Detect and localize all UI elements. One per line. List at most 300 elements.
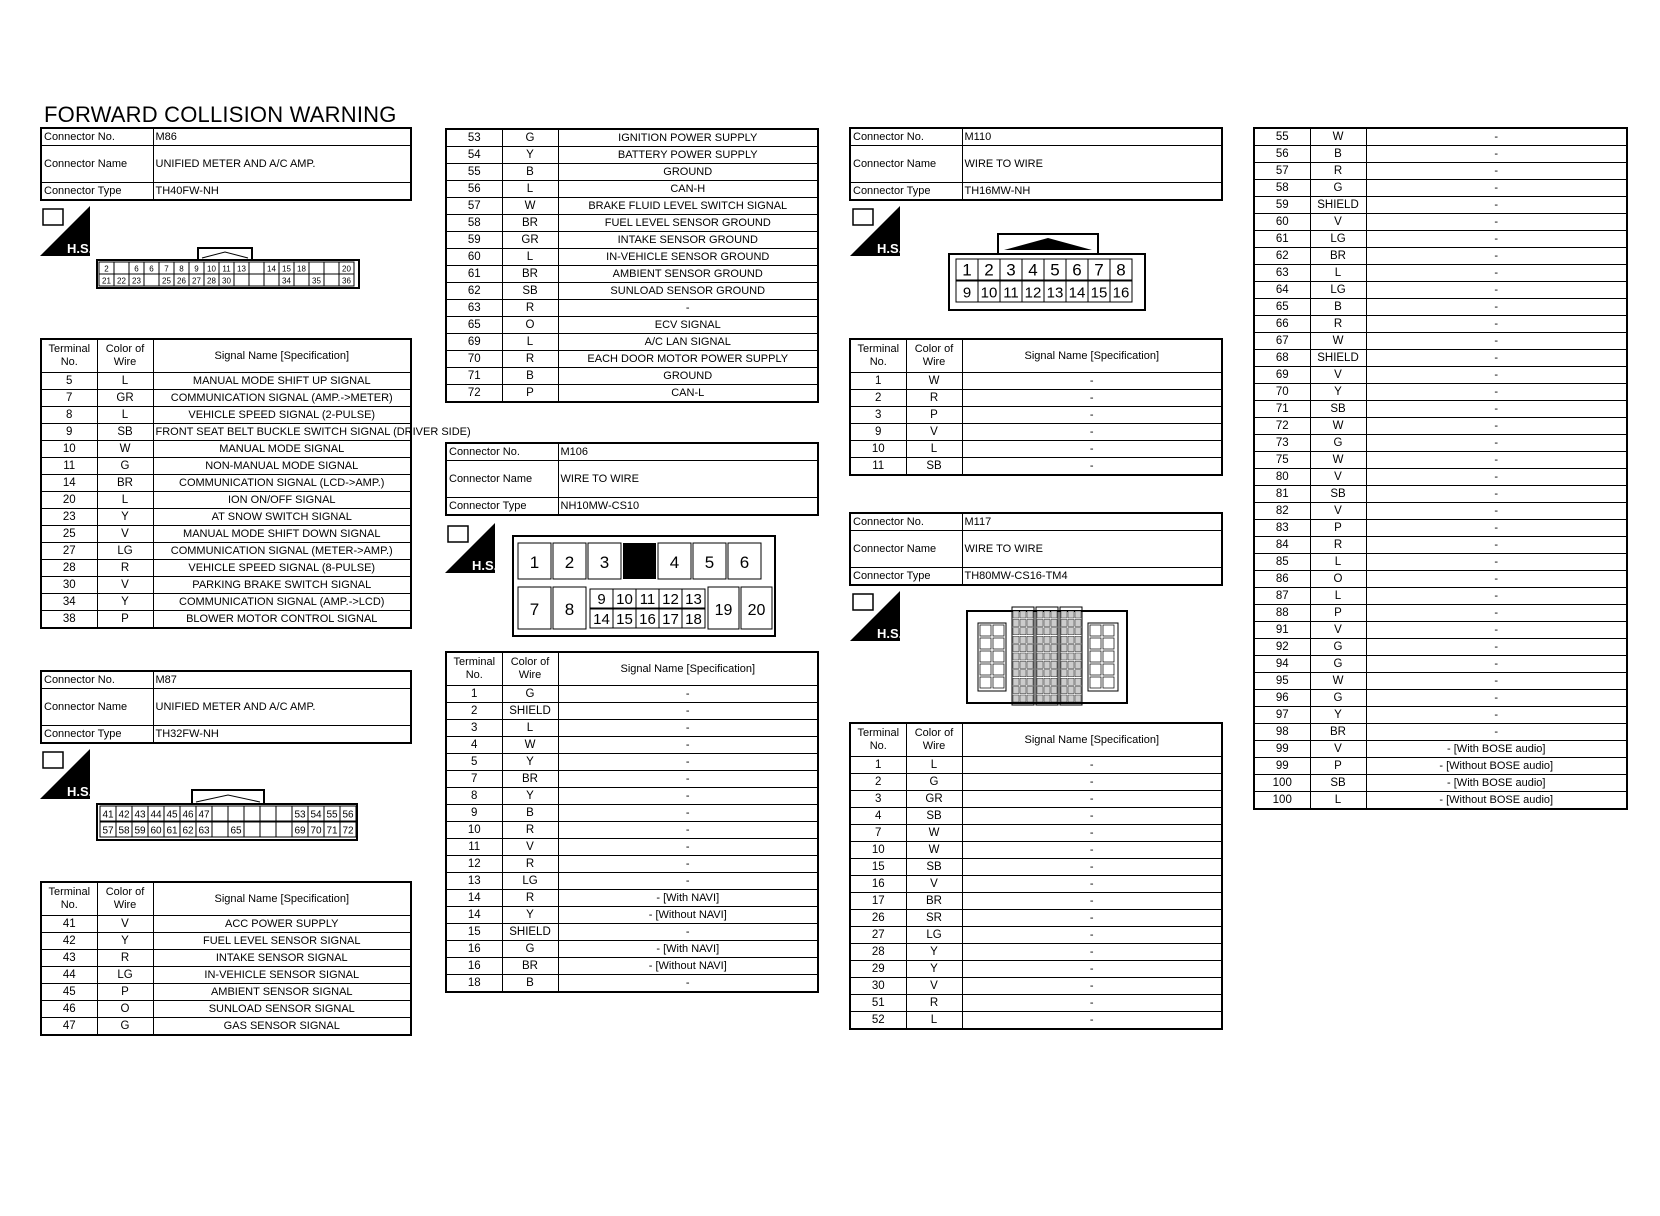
pin-cavity bbox=[1013, 678, 1019, 685]
wire-color: B bbox=[502, 164, 558, 181]
terminal: 26 bbox=[850, 910, 906, 927]
pin-cavity bbox=[1044, 687, 1050, 694]
signal-name: - bbox=[962, 373, 1222, 390]
terminal: 96 bbox=[1254, 690, 1310, 707]
table-row bbox=[446, 385, 818, 403]
table-row bbox=[446, 317, 818, 334]
pin-number: 15 bbox=[1090, 284, 1108, 302]
wire-color: L bbox=[1310, 554, 1366, 571]
wire-color: G bbox=[97, 458, 153, 475]
pin-cavity bbox=[1020, 611, 1026, 618]
terminal: 18 bbox=[446, 975, 502, 993]
header-signal-name: Signal Name [Specification] bbox=[153, 882, 411, 916]
signal-name: CAN-L bbox=[558, 385, 818, 403]
wire-color: LG bbox=[906, 927, 962, 944]
terminal: 1 bbox=[850, 757, 906, 774]
wire-color: V bbox=[1310, 214, 1366, 231]
wire-color: Y bbox=[502, 147, 558, 164]
terminal: 88 bbox=[1254, 605, 1310, 622]
signal-name: - bbox=[1366, 316, 1627, 333]
pin-number: 23 bbox=[132, 276, 141, 286]
pin-number: 55 bbox=[326, 809, 338, 821]
table-row bbox=[446, 907, 818, 924]
m117-connector-diagram bbox=[966, 605, 1128, 709]
table-row bbox=[1254, 775, 1627, 792]
table-row bbox=[1254, 248, 1627, 265]
m87-info bbox=[40, 670, 412, 744]
signal-name: - bbox=[1366, 469, 1627, 486]
signal-name: - bbox=[1366, 214, 1627, 231]
terminal: 13 bbox=[446, 873, 502, 890]
terminal: 2 bbox=[850, 774, 906, 791]
pin-cavity bbox=[993, 677, 1004, 688]
terminal: 99 bbox=[1254, 741, 1310, 758]
wire-color: P bbox=[906, 407, 962, 424]
m117-info bbox=[849, 512, 1223, 586]
signal-name: GAS SENSOR SIGNAL bbox=[153, 1018, 411, 1036]
svg-text:H.S.: H.S. bbox=[67, 241, 93, 256]
terminal: 11 bbox=[446, 839, 502, 856]
pin-cavity bbox=[1103, 638, 1114, 649]
signal-name: - bbox=[1366, 639, 1627, 656]
terminal: 47 bbox=[41, 1018, 97, 1036]
wire-color: P bbox=[97, 611, 153, 629]
signal-name: - [With NAVI] bbox=[558, 941, 818, 958]
wire-color: LG bbox=[1310, 282, 1366, 299]
signal-name: - bbox=[558, 686, 818, 703]
table-row bbox=[446, 822, 818, 839]
wire-color: Y bbox=[502, 754, 558, 771]
pin-number: 28 bbox=[207, 276, 216, 286]
pin-cavity bbox=[1037, 653, 1043, 660]
wire-color: V bbox=[1310, 503, 1366, 520]
m110-connector-type: TH16MW-NH bbox=[962, 183, 1222, 201]
signal-name: - bbox=[1366, 724, 1627, 741]
m117-pin-table bbox=[849, 722, 1223, 1030]
terminal: 10 bbox=[41, 441, 97, 458]
table-row bbox=[850, 876, 1222, 893]
table-row bbox=[446, 249, 818, 266]
pin-cavity bbox=[1051, 645, 1057, 652]
table-row bbox=[446, 856, 818, 873]
table-row bbox=[1254, 639, 1627, 656]
terminal: 5 bbox=[446, 754, 502, 771]
wire-color: L bbox=[906, 441, 962, 458]
wire-color: R bbox=[502, 856, 558, 873]
signal-name: - bbox=[962, 927, 1222, 944]
terminal: 69 bbox=[446, 334, 502, 351]
pin-number: 20 bbox=[747, 602, 766, 619]
signal-name: - bbox=[1366, 299, 1627, 316]
signal-name: - bbox=[962, 808, 1222, 825]
wire-color: P bbox=[1310, 520, 1366, 537]
wire-color: R bbox=[1310, 163, 1366, 180]
pin-number: 16 bbox=[639, 610, 656, 628]
table-row bbox=[850, 1012, 1222, 1030]
signal-name: VEHICLE SPEED SIGNAL (2-PULSE) bbox=[153, 407, 411, 424]
wire-color: BR bbox=[97, 475, 153, 492]
terminal: 12 bbox=[446, 856, 502, 873]
signal-name: - bbox=[1366, 180, 1627, 197]
wire-color: SHIELD bbox=[1310, 197, 1366, 214]
pin-cavity bbox=[1068, 645, 1074, 652]
label-connector-no: Connector No. bbox=[850, 128, 962, 146]
wire-color: SB bbox=[1310, 486, 1366, 503]
label-connector-name: Connector Name bbox=[446, 461, 558, 498]
pin-number: 8 bbox=[1116, 260, 1126, 280]
table-row bbox=[1254, 163, 1627, 180]
wire-color: B bbox=[1310, 299, 1366, 316]
wire-color: L bbox=[1310, 588, 1366, 605]
table-row bbox=[41, 458, 411, 475]
pin-number: 46 bbox=[182, 809, 194, 821]
pin-number: 25 bbox=[162, 276, 171, 286]
table-row bbox=[1254, 367, 1627, 384]
pin-cavity bbox=[1020, 687, 1026, 694]
table-row bbox=[850, 825, 1222, 842]
table-row bbox=[446, 215, 818, 232]
table-row bbox=[1254, 656, 1627, 673]
m117-connector-name: WIRE TO WIRE bbox=[962, 531, 1222, 568]
wire-color: BR bbox=[502, 958, 558, 975]
signal-name: - bbox=[558, 873, 818, 890]
pin-number: 2 bbox=[104, 264, 109, 274]
terminal: 86 bbox=[1254, 571, 1310, 588]
table-header bbox=[850, 339, 1222, 373]
wire-color: BR bbox=[502, 215, 558, 232]
m117-cont-pin-table bbox=[1253, 127, 1628, 810]
pin-cavity bbox=[294, 274, 309, 286]
pin-number: 42 bbox=[118, 809, 130, 821]
terminal: 9 bbox=[850, 424, 906, 441]
wire-color: SHIELD bbox=[1310, 350, 1366, 367]
pin-cavity bbox=[1075, 678, 1081, 685]
table-row bbox=[1254, 214, 1627, 231]
signal-name: - bbox=[1366, 690, 1627, 707]
m117-connector-type: TH80MW-CS16-TM4 bbox=[962, 568, 1222, 586]
label-connector-type: Connector Type bbox=[41, 726, 153, 744]
wire-color: L bbox=[502, 720, 558, 737]
terminal: 83 bbox=[1254, 520, 1310, 537]
signal-name: - bbox=[1366, 605, 1627, 622]
terminal: 44 bbox=[41, 967, 97, 984]
wire-color: L bbox=[906, 757, 962, 774]
pin-cavity bbox=[1075, 619, 1081, 626]
table-row bbox=[1254, 299, 1627, 316]
table-row bbox=[850, 910, 1222, 927]
header-terminal-no: Terminal No. bbox=[850, 723, 906, 757]
label-connector-type: Connector Type bbox=[850, 568, 962, 586]
terminal: 3 bbox=[850, 407, 906, 424]
pin-number: 6 bbox=[739, 553, 750, 572]
pin-cavity bbox=[980, 638, 991, 649]
table-row bbox=[1254, 588, 1627, 605]
pin-number: 35 bbox=[312, 276, 321, 286]
wire-color: V bbox=[906, 978, 962, 995]
pin-cavity bbox=[1013, 661, 1019, 668]
wire-color: R bbox=[502, 300, 558, 317]
terminal: 10 bbox=[446, 822, 502, 839]
wire-color: SR bbox=[906, 910, 962, 927]
pin-cavity bbox=[1075, 661, 1081, 668]
table-row bbox=[446, 958, 818, 975]
wire-color: BR bbox=[502, 771, 558, 788]
pin-cavity bbox=[1051, 653, 1057, 660]
pin-number: 41 bbox=[102, 809, 114, 821]
pin-cavity bbox=[1037, 611, 1043, 618]
pin-cavity bbox=[1020, 636, 1026, 643]
signal-name: FUEL LEVEL SENSOR SIGNAL bbox=[153, 933, 411, 950]
table-row bbox=[850, 458, 1222, 476]
signal-name: EACH DOOR MOTOR POWER SUPPLY bbox=[558, 351, 818, 368]
pin-cavity bbox=[1027, 619, 1033, 626]
table-row bbox=[850, 842, 1222, 859]
signal-name: - bbox=[962, 842, 1222, 859]
signal-name: NON-MANUAL MODE SIGNAL bbox=[153, 458, 411, 475]
wire-color: SB bbox=[906, 859, 962, 876]
svg-text:H.S.: H.S. bbox=[877, 626, 903, 641]
pin-cavity bbox=[1068, 619, 1074, 626]
terminal: 2 bbox=[446, 703, 502, 720]
table-row bbox=[1254, 401, 1627, 418]
signal-name: - bbox=[1366, 128, 1627, 146]
pin-cavity bbox=[1061, 661, 1067, 668]
signal-name: IN-VEHICLE SENSOR SIGNAL bbox=[153, 967, 411, 984]
header-color-of-wire: Color of Wire bbox=[502, 652, 558, 686]
m87-connector-diagram bbox=[96, 786, 380, 842]
table-row bbox=[446, 334, 818, 351]
latch-arrow bbox=[202, 252, 248, 258]
signal-name: - [Without NAVI] bbox=[558, 958, 818, 975]
wire-color: W bbox=[502, 737, 558, 754]
pin-cavity bbox=[993, 625, 1004, 636]
m110-connector-no: M110 bbox=[962, 128, 1222, 146]
wire-color: W bbox=[1310, 128, 1366, 146]
wire-color: W bbox=[906, 825, 962, 842]
wire-color: O bbox=[502, 317, 558, 334]
table-row bbox=[446, 686, 818, 703]
pin-cavity bbox=[1013, 695, 1019, 702]
pin-cavity bbox=[1075, 628, 1081, 635]
signal-name: - bbox=[1366, 282, 1627, 299]
pin-cavity bbox=[1020, 670, 1026, 677]
header-color-of-wire: Color of Wire bbox=[97, 882, 153, 916]
terminal: 56 bbox=[446, 181, 502, 198]
terminal: 69 bbox=[1254, 367, 1310, 384]
table-row bbox=[41, 492, 411, 509]
pin-cavity bbox=[1044, 628, 1050, 635]
pin-cavity bbox=[1103, 625, 1114, 636]
pin-cavity bbox=[1037, 661, 1043, 668]
page-title: FORWARD COLLISION WARNING bbox=[44, 102, 397, 127]
wire-color: SB bbox=[1310, 401, 1366, 418]
pin-cavity bbox=[1075, 611, 1081, 618]
signal-name: - bbox=[962, 424, 1222, 441]
pin-number: 14 bbox=[1068, 284, 1086, 302]
label-connector-no: Connector No. bbox=[850, 513, 962, 531]
pin-cavity bbox=[260, 806, 276, 821]
table-row bbox=[446, 720, 818, 737]
wire-color: G bbox=[906, 774, 962, 791]
wire-color: P bbox=[1310, 605, 1366, 622]
pin-cavity bbox=[1090, 638, 1101, 649]
terminal: 42 bbox=[41, 933, 97, 950]
terminal: 1 bbox=[850, 373, 906, 390]
pin-cavity bbox=[260, 822, 276, 837]
table-row bbox=[1254, 537, 1627, 554]
terminal: 58 bbox=[1254, 180, 1310, 197]
table-row bbox=[41, 594, 411, 611]
signal-name: - [Without NAVI] bbox=[558, 907, 818, 924]
pin-cavity bbox=[1075, 670, 1081, 677]
wire-color: BR bbox=[1310, 724, 1366, 741]
signal-name: - bbox=[1366, 163, 1627, 180]
signal-name: A/C LAN SIGNAL bbox=[558, 334, 818, 351]
wire-color: SB bbox=[97, 424, 153, 441]
table-row bbox=[446, 266, 818, 283]
m110-connector-name: WIRE TO WIRE bbox=[962, 146, 1222, 183]
pin-number: 44 bbox=[150, 809, 162, 821]
signal-name: - bbox=[962, 944, 1222, 961]
terminal: 55 bbox=[446, 164, 502, 181]
terminal: 85 bbox=[1254, 554, 1310, 571]
m86-pin-table bbox=[40, 338, 471, 629]
signal-name: - bbox=[962, 825, 1222, 842]
pin-cavity bbox=[249, 262, 264, 274]
wire-color: V bbox=[1310, 741, 1366, 758]
wire-color: R bbox=[502, 351, 558, 368]
wire-color: Y bbox=[97, 933, 153, 950]
header-signal-name: Signal Name [Specification] bbox=[962, 339, 1222, 373]
table-row bbox=[1254, 724, 1627, 741]
terminal: 57 bbox=[1254, 163, 1310, 180]
signal-name: - bbox=[1366, 707, 1627, 724]
signal-name: - bbox=[1366, 435, 1627, 452]
terminal: 61 bbox=[1254, 231, 1310, 248]
pin-cavity bbox=[1037, 687, 1043, 694]
terminal: 70 bbox=[1254, 384, 1310, 401]
pin-cavity bbox=[1037, 619, 1043, 626]
table-row bbox=[41, 390, 411, 407]
m87-connector-name: UNIFIED METER AND A/C AMP. bbox=[153, 689, 411, 726]
terminal: 100 bbox=[1254, 775, 1310, 792]
terminal: 54 bbox=[446, 147, 502, 164]
table-row bbox=[446, 754, 818, 771]
terminal: 30 bbox=[850, 978, 906, 995]
table-row bbox=[1254, 486, 1627, 503]
wire-color: Y bbox=[502, 788, 558, 805]
header-color-of-wire: Color of Wire bbox=[97, 339, 153, 373]
table-row bbox=[1254, 435, 1627, 452]
pin-cavity bbox=[1068, 661, 1074, 668]
signal-name: FUEL LEVEL SENSOR GROUND bbox=[558, 215, 818, 232]
pin-number: 3 bbox=[599, 553, 610, 572]
pin-number: 9 bbox=[962, 284, 972, 302]
pin-number: 61 bbox=[166, 825, 178, 837]
signal-name: VEHICLE SPEED SIGNAL (8-PULSE) bbox=[153, 560, 411, 577]
header-signal-name: Signal Name [Specification] bbox=[558, 652, 818, 686]
wire-color: W bbox=[1310, 333, 1366, 350]
signal-name: - bbox=[1366, 503, 1627, 520]
signal-name: - bbox=[558, 300, 818, 317]
wire-color: V bbox=[502, 839, 558, 856]
pin-cavity bbox=[1037, 628, 1043, 635]
pin-number: 14 bbox=[267, 264, 276, 274]
terminal: 99 bbox=[1254, 758, 1310, 775]
terminal: 94 bbox=[1254, 656, 1310, 673]
table-row bbox=[850, 791, 1222, 808]
wire-color: L bbox=[97, 492, 153, 509]
wire-color: Y bbox=[906, 961, 962, 978]
pin-cavity bbox=[1027, 628, 1033, 635]
pin-number: 11 bbox=[222, 264, 231, 274]
table-row bbox=[446, 805, 818, 822]
pin-number: 62 bbox=[182, 825, 194, 837]
pin-cavity bbox=[1044, 619, 1050, 626]
wire-color: R bbox=[97, 560, 153, 577]
pin-cavity bbox=[1027, 687, 1033, 694]
pin-cavity bbox=[1013, 636, 1019, 643]
wire-color: L bbox=[1310, 792, 1366, 810]
signal-name: IN-VEHICLE SENSOR GROUND bbox=[558, 249, 818, 266]
table-row bbox=[1254, 452, 1627, 469]
terminal: 34 bbox=[41, 594, 97, 611]
pin-cavity bbox=[1068, 653, 1074, 660]
pin-number: 71 bbox=[326, 825, 338, 837]
blocked-cavity bbox=[623, 543, 656, 579]
terminal: 71 bbox=[1254, 401, 1310, 418]
pin-number: 16 bbox=[1112, 284, 1130, 302]
wire-color: L bbox=[906, 1012, 962, 1030]
signal-name: - bbox=[962, 458, 1222, 476]
pin-cavity bbox=[1061, 653, 1067, 660]
wire-color: LG bbox=[97, 543, 153, 560]
header-terminal-no: Terminal No. bbox=[850, 339, 906, 373]
pin-cavity bbox=[1075, 653, 1081, 660]
connector-latch bbox=[198, 248, 252, 260]
pin-cavity bbox=[1044, 653, 1050, 660]
signal-name: - bbox=[1366, 537, 1627, 554]
hs-harness-side-icon bbox=[40, 749, 93, 799]
signal-name: - bbox=[1366, 146, 1627, 163]
table-header bbox=[446, 652, 818, 686]
label-connector-name: Connector Name bbox=[41, 146, 153, 183]
signal-name: - bbox=[962, 1012, 1222, 1030]
label-connector-name: Connector Name bbox=[850, 531, 962, 568]
pin-number: 1 bbox=[962, 260, 972, 280]
m106-connector-type: NH10MW-CS10 bbox=[558, 498, 818, 516]
wire-color: W bbox=[1310, 418, 1366, 435]
wire-color: O bbox=[97, 1001, 153, 1018]
wire-color: V bbox=[906, 876, 962, 893]
terminal: 3 bbox=[446, 720, 502, 737]
terminal: 70 bbox=[446, 351, 502, 368]
terminal: 27 bbox=[41, 543, 97, 560]
pin-cavity bbox=[1051, 678, 1057, 685]
wire-color: V bbox=[1310, 469, 1366, 486]
pin-cavity bbox=[1037, 636, 1043, 643]
hs-harness-side-icon bbox=[850, 591, 903, 641]
signal-name: COMMUNICATION SIGNAL (METER->AMP.) bbox=[153, 543, 411, 560]
signal-name: MANUAL MODE SHIFT UP SIGNAL bbox=[153, 373, 411, 390]
table-row bbox=[1254, 265, 1627, 282]
pin-cavity bbox=[1061, 670, 1067, 677]
terminal: 15 bbox=[446, 924, 502, 941]
table-row bbox=[41, 1001, 411, 1018]
wire-color: L bbox=[502, 249, 558, 266]
wire-color: L bbox=[502, 181, 558, 198]
terminal: 3 bbox=[850, 791, 906, 808]
